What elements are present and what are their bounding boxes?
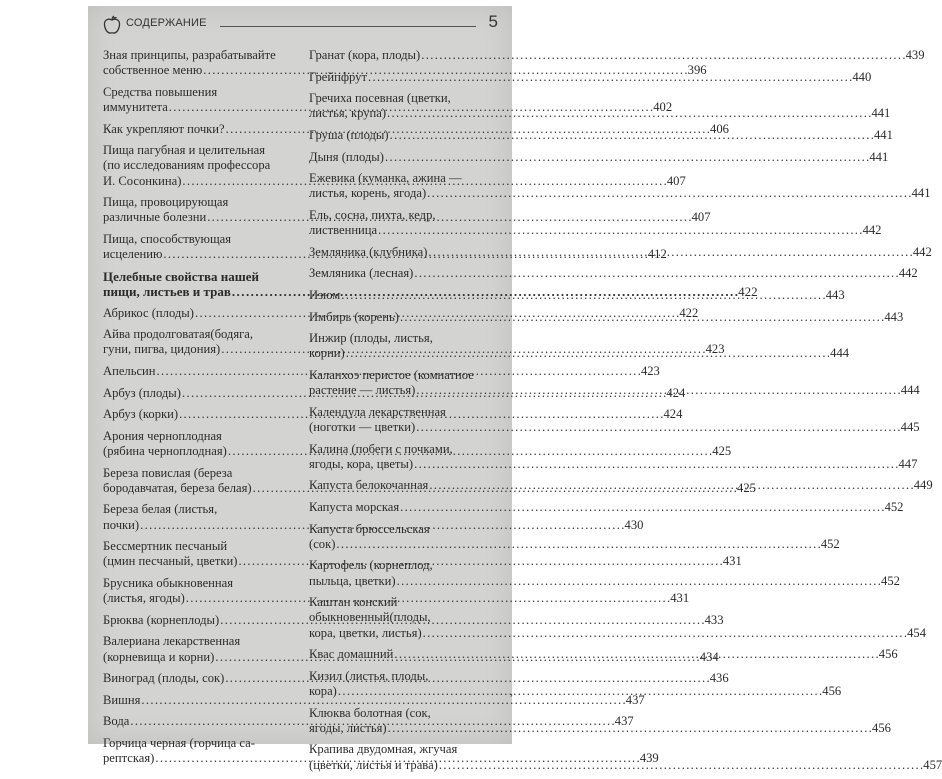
toc-entry-line: Гранат (кора, плоды): [309, 48, 421, 62]
toc-page-number: 431: [722, 554, 742, 569]
dot-leader: [416, 383, 899, 398]
toc-page-number: 407: [666, 173, 686, 188]
toc-page-number: 422: [679, 305, 699, 320]
toc-page-number: 443: [825, 287, 845, 302]
stray-mark: ,: [510, 684, 513, 698]
toc-page-number: 437: [614, 714, 634, 729]
apple-icon: [102, 15, 122, 35]
toc-entry-line: Капуста морская: [309, 499, 400, 514]
toc-page-number: 457: [923, 757, 942, 772]
toc-entry: [309, 48, 925, 63]
toc-page-number: 406: [710, 121, 729, 136]
toc-entry-line: (по исследованиям профессора: [103, 158, 271, 173]
toc-entry-line: почки): [103, 517, 140, 532]
dot-leader: [414, 457, 897, 472]
dot-leader: [414, 266, 897, 281]
toc-entry-line: иммунитета: [103, 100, 168, 114]
dot-leader: [394, 647, 877, 662]
toc-entry-line: корни): [309, 346, 345, 361]
toc-page-number: 396: [687, 63, 707, 78]
toc-page-number: 422: [738, 283, 758, 299]
dot-leader: [400, 310, 883, 325]
toc-entry-line: Календула лекарственная: [309, 404, 446, 419]
toc-page-number: 454: [907, 625, 926, 640]
toc-page-number: 431: [670, 591, 690, 606]
toc-entry-line: Валериана лекарственная: [103, 634, 241, 649]
toc-page-number: 452: [881, 573, 900, 588]
dot-leader: [429, 478, 912, 493]
toc-entry-line: Брусника обыкновенная: [103, 575, 234, 590]
toc-entry-line: Вода: [103, 714, 130, 729]
toc-page-number: 456: [872, 720, 891, 735]
toc-entry-line: Крапива двудомная, жгучая: [309, 742, 458, 757]
toc-entry-line: Апельсин: [103, 363, 156, 378]
toc-page-number: 423: [705, 342, 725, 357]
toc-entry-line: Арбуз (плоды): [103, 385, 181, 400]
toc-entry-line: Виноград (плоды, сок): [103, 671, 225, 686]
toc-entry-line: Каштан конский: [309, 595, 398, 610]
toc-page-number: 442: [912, 244, 932, 259]
page-header: [88, 6, 512, 40]
dot-leader: [390, 128, 873, 143]
toc-entry-line: Береза повислая (береза: [103, 465, 233, 480]
toc-entry-line: Груша (плоды): [309, 127, 389, 142]
toc-entry-line: Изюм: [309, 287, 341, 302]
toc-page-number: 439: [905, 48, 925, 62]
toc-entry-line: И. Сосонкина): [103, 173, 182, 188]
toc-entry-line: Каланхоэ перистое (комнатное: [309, 367, 474, 382]
toc-page-number: 452: [820, 536, 840, 551]
dot-leader: [378, 223, 861, 238]
dot-leader: [368, 70, 851, 85]
toc-entry-line: Гречиха посевная (цветки,: [309, 91, 451, 106]
toc-page-number: 456: [878, 647, 898, 662]
toc-entry-line: (корневища и корни): [103, 649, 215, 664]
toc-entry-line: (рябина черноплодная): [103, 443, 227, 458]
toc-entry-line: Пища, способствующая: [103, 231, 232, 246]
dot-leader: [439, 758, 922, 773]
toc-entry-line: (цмин песчаный, цветки): [103, 554, 238, 569]
toc-entry-line: Арбуз (корки): [103, 407, 179, 422]
toc-entry-line: кора, цветки, листья): [309, 625, 422, 640]
toc-page-number: 441: [869, 149, 889, 164]
toc-entry-line: лиственница: [309, 223, 378, 238]
toc-entry-line: Земляника (лесная): [309, 266, 414, 281]
dot-leader: [427, 186, 910, 201]
toc-page-number: 437: [625, 692, 645, 707]
toc-entry-line: Пища, провоцирующая: [103, 195, 229, 210]
dot-leader: [421, 48, 904, 63]
toc-page-number: 436: [709, 671, 729, 686]
toc-entry-line: Дыня (плоды): [309, 149, 384, 164]
toc-entry-line: пищи, листьев и трав: [103, 283, 231, 299]
toc-entry-line: Пища пагубная и целительная: [103, 143, 266, 158]
dot-leader: [341, 288, 824, 303]
dot-leader: [387, 106, 870, 121]
toc-entry-line: Арония черноплодная: [103, 428, 222, 443]
dot-leader: [346, 346, 829, 361]
toc-entry-line: Бессмертник песчаный: [103, 539, 228, 554]
dot-leader: [385, 150, 868, 165]
toc-entry-line: Как укрепляют почки?: [103, 121, 225, 136]
toc-page-number: 433: [704, 612, 724, 627]
toc-entry-line: Ежевика (куманка, ажина —: [309, 171, 462, 186]
toc-entry-line: кора): [309, 683, 337, 698]
toc-entry-line: (листья, ягоды): [103, 591, 185, 606]
toc-entry-line: собственное меню: [103, 63, 203, 78]
toc-page-number: 440: [852, 69, 872, 84]
toc-entry-line: Квас домашний: [309, 647, 394, 662]
dot-leader: [336, 537, 819, 552]
toc-entry-line: Вишня: [103, 692, 141, 707]
toc-entry-line: Земляника (клубника): [309, 244, 428, 259]
toc-entry-line: Капуста брюссельская: [309, 521, 430, 536]
toc-page-number: 442: [862, 223, 882, 238]
toc-entry-line: Абрикос (плоды): [103, 305, 194, 320]
toc-entry-line: ягоды, листья): [309, 720, 387, 735]
toc-entry-line: листья, корень, ягода): [309, 186, 427, 201]
toc-entry-line: пыльца, цветки): [309, 573, 396, 588]
toc-entry-line: обыкновенный(плоды,: [309, 610, 431, 625]
toc-page-number: 412: [647, 247, 667, 262]
toc-page-number: 444: [900, 383, 920, 398]
toc-entry-line: Кизил (листья, плоды,: [309, 668, 429, 683]
toc-page-number: 430: [624, 517, 644, 532]
toc-entry-line: Инжир (плоды, листья,: [309, 331, 433, 346]
toc-page-number: 442: [898, 266, 918, 281]
toc-entry-line: Целебные свойства нашей: [103, 268, 259, 284]
toc-page-number: 441: [911, 186, 931, 201]
dot-leader: [397, 574, 880, 589]
toc-entry-line: Средства повышения: [103, 84, 218, 99]
toc-page-number: 449: [913, 478, 933, 493]
toc-page-number: 439: [639, 751, 659, 766]
toc-page-number: 441: [871, 106, 891, 121]
toc-entry: [309, 266, 918, 281]
toc-entry-line: Клюква болотная (сок,: [309, 705, 431, 720]
toc-entry: [309, 149, 889, 165]
toc-entry-line: различные болезни: [103, 210, 207, 225]
toc-page-number: 402: [653, 100, 673, 114]
toc-entry-line: бородавчатая, береза белая): [103, 480, 252, 495]
toc-entry-line: ягоды, кора, цветы): [309, 456, 414, 471]
dot-leader: [400, 500, 883, 515]
toc-entry-line: листья, крупа): [309, 106, 387, 121]
toc-page-number: 425: [712, 443, 732, 458]
toc-page-number: 447: [898, 456, 918, 471]
toc-page-number: 424: [663, 407, 683, 422]
toc-entry-line: (сок): [309, 536, 336, 551]
toc-page-number: 441: [874, 127, 893, 142]
section-title: СОДЕРЖАНИЕ: [126, 17, 207, 29]
toc-page-number: 407: [691, 210, 711, 225]
dot-leader: [416, 420, 899, 435]
toc-entry: [103, 692, 645, 708]
toc-entry-line: Зная принципы, разрабатывайте: [103, 48, 276, 62]
toc-entry-line: Айва продолговатая(бодяга,: [103, 327, 254, 342]
toc-entry-line: (цветки, листья и трава): [309, 757, 438, 772]
toc-page-number: 423: [640, 363, 660, 378]
toc-page-number: 424: [666, 385, 686, 400]
dot-leader: [423, 626, 906, 641]
dot-leader: [388, 721, 871, 736]
toc-entry-line: (ноготки — цветки): [309, 419, 416, 434]
toc-page-number: 452: [884, 499, 904, 514]
toc-page-number: 425: [737, 480, 756, 495]
toc-entry-line: рептская): [103, 751, 155, 766]
toc-page-number: 444: [830, 346, 850, 361]
toc-entry-line: Ель, сосна, пихта, кедр,: [309, 207, 436, 222]
toc-entry-line: Калина (побеги с почками,: [309, 441, 453, 456]
dot-leader: [428, 245, 911, 260]
toc-entry-line: Имбирь (корень): [309, 309, 399, 324]
toc-page-number: 456: [822, 683, 842, 698]
dot-leader: [338, 684, 821, 699]
toc-entry-line: Картофель (корнеплод,: [309, 558, 433, 573]
page-number: 5: [488, 12, 498, 31]
toc-page-number: 443: [884, 309, 904, 324]
toc-entry-line: Горчица черная (горчица са-: [103, 735, 255, 750]
toc-entry: [309, 499, 904, 515]
header-rule: [220, 26, 476, 27]
toc-entry-line: исцелению: [103, 247, 163, 262]
toc-page-number: 445: [900, 419, 920, 434]
toc-entry-line: растение — листья): [309, 383, 416, 398]
book-page: [88, 6, 942, 772]
toc-entry-line: Капуста белокочанная: [309, 478, 429, 493]
toc-entry-line: Грейпфрут: [309, 69, 367, 84]
toc-entry-line: Береза белая (листья,: [103, 502, 218, 517]
toc-entry-line: Брюква (корнеплоды): [103, 612, 220, 627]
toc-page-number: 434: [699, 649, 719, 664]
toc-entry-line: гуни, пигва, цидония): [103, 342, 221, 357]
